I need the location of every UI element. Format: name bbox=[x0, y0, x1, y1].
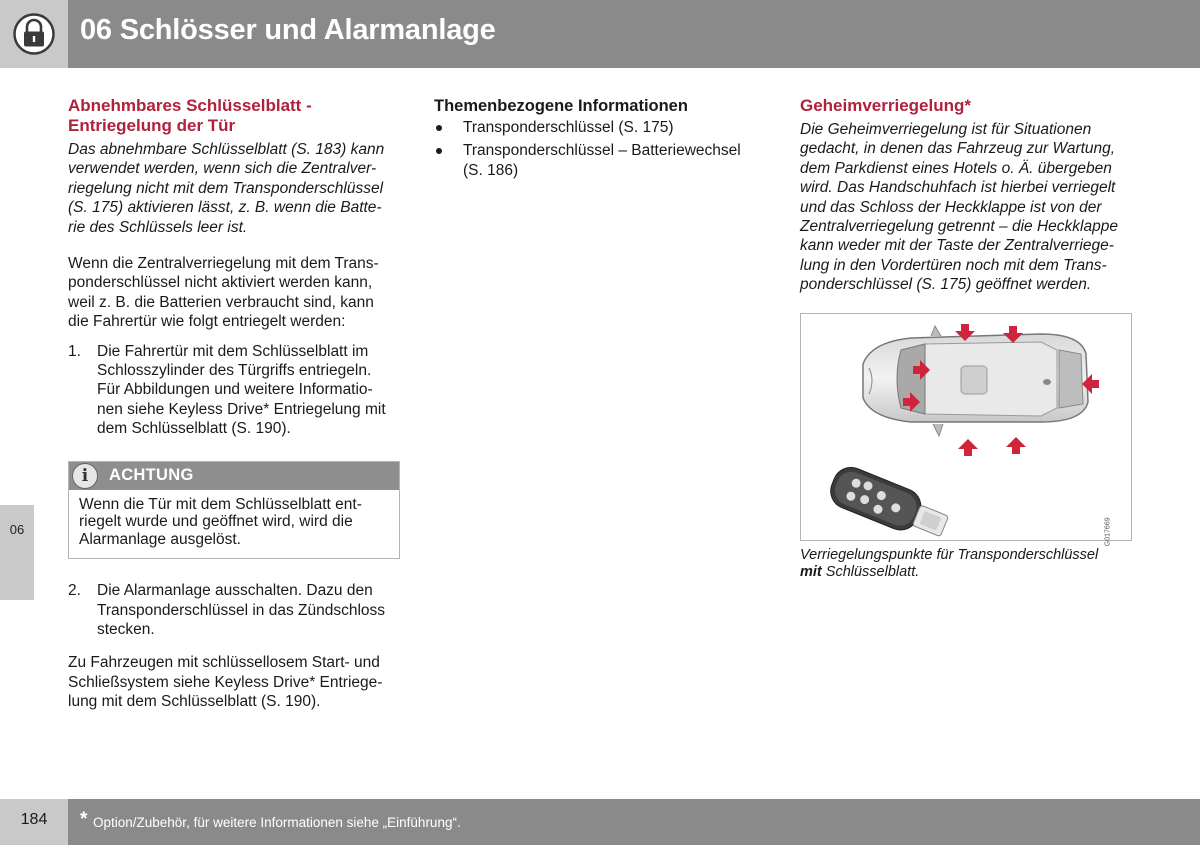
text-line: Die Fahrertür mit dem Schlüsselblatt im bbox=[97, 342, 369, 360]
text-line: Alarmanlage ausgelöst. bbox=[79, 530, 241, 548]
section-heading-secret-lock: Geheimverriegelung* bbox=[800, 96, 972, 115]
key-fob-image bbox=[825, 462, 952, 542]
warning-box bbox=[68, 461, 400, 560]
text-line: Wenn die Zentralverriegelung mit dem Trans- bbox=[68, 255, 379, 273]
step-number: 2. bbox=[68, 582, 81, 600]
caption-text: Verriegelungspunkte für Transponderschlüssel bbox=[800, 546, 1099, 563]
figure-caption bbox=[800, 547, 1134, 581]
lock-icon bbox=[13, 13, 55, 55]
text-line: Zu Fahrzeugen mit schlüssellosem Start- und bbox=[68, 654, 380, 672]
figure-code: G017669 bbox=[1104, 517, 1112, 547]
text-line: und das Schloss der Heckklappe ist von der bbox=[800, 198, 1102, 216]
text-line: dem Schlüsselblatt (S. 190). bbox=[97, 420, 291, 438]
related-info-heading: Themenbezogene Informationen bbox=[434, 97, 688, 115]
warning-title: ACHTUNG bbox=[109, 465, 194, 484]
text-line: wird. Das Handschuhfach ist hierbei verriegelt bbox=[800, 179, 1116, 197]
footnote-text: Option/Zubehör, für weitere Informationen siehe „Einführung“. bbox=[93, 815, 461, 830]
text-line: riegelt wurde und geöffnet wird, wird die bbox=[79, 513, 353, 531]
lock-points-figure bbox=[800, 313, 1132, 547]
page-number: 184 bbox=[20, 811, 48, 828]
text-line: verwendet werden, wenn sich die Zentralver- bbox=[68, 160, 377, 178]
car-and-key-illustration bbox=[801, 314, 1133, 542]
list-item[interactable] bbox=[434, 141, 768, 180]
text-line: Wenn die Tür mit dem Schlüsselblatt ent- bbox=[79, 495, 362, 513]
text-line: Schlosszylinder des Türgriffs entriegeln. bbox=[97, 362, 372, 380]
text-line: kann weder mit der Taste der Zentralverriege- bbox=[800, 237, 1114, 255]
heading-line: Entriegelung der Tür bbox=[68, 116, 236, 135]
info-icon: i bbox=[72, 463, 98, 489]
warning-text bbox=[69, 490, 399, 559]
body-paragraph bbox=[68, 653, 402, 711]
steps-list bbox=[68, 581, 402, 639]
chapter-tab-label: 06 bbox=[9, 522, 25, 537]
text-line: rie des Schlüssels leer ist. bbox=[68, 218, 248, 236]
text-line: weil z. B. die Batterien verbraucht sind, kann bbox=[68, 293, 374, 311]
link-text[interactable]: Transponderschlüssel (S. 175) bbox=[463, 119, 674, 136]
link-text[interactable]: (S. 186) bbox=[463, 161, 519, 179]
text-line: die Fahrertür wie folgt entriegelt werden: bbox=[68, 313, 346, 331]
step-item bbox=[68, 581, 402, 639]
text-line: dem Parkdienst eines Hotels o. Ä. übergeben bbox=[800, 159, 1112, 177]
text-line: Die Alarmanlage ausschalten. Dazu den bbox=[97, 582, 373, 600]
step-item bbox=[68, 342, 402, 439]
column-left bbox=[68, 96, 402, 722]
body-paragraph bbox=[68, 254, 402, 332]
arrow-up-icon bbox=[958, 439, 978, 456]
text-line: ponderschlüssel nicht aktiviert werden kann, bbox=[68, 274, 373, 292]
warning-header bbox=[69, 462, 399, 490]
bullet-icon bbox=[436, 148, 442, 154]
text-line: lung in den Vordertüren noch mit dem Trans- bbox=[800, 256, 1107, 274]
text-line: riegelung nicht mit dem Transponderschlüssel bbox=[68, 179, 384, 197]
step-number: 1. bbox=[68, 342, 81, 360]
column-middle bbox=[434, 96, 768, 184]
text-line: lung mit dem Schlüsselblatt (S. 190). bbox=[68, 693, 321, 711]
chapter-icon-box bbox=[0, 0, 68, 68]
text-line: stecken. bbox=[97, 621, 155, 638]
footnote-star: * bbox=[80, 809, 88, 830]
caption-bold: mit bbox=[800, 563, 822, 580]
page-title: 06 Schlösser und Alarmanlage bbox=[80, 14, 496, 46]
chapter-tab[interactable] bbox=[0, 505, 34, 600]
text-line: Schließsystem siehe Keyless Drive* Entriege- bbox=[68, 673, 383, 691]
column-right bbox=[800, 96, 1134, 581]
text-line: nen siehe Keyless Drive* Entriegelung mit bbox=[97, 400, 386, 418]
heading-line: Abnehmbares Schlüsselblatt - bbox=[68, 96, 312, 115]
caption-text: Schlüsselblatt. bbox=[821, 563, 920, 580]
text-line: Transponderschlüssel in das Zündschloss bbox=[97, 601, 386, 619]
text-line: Zentralverriegelung getrennt – die Heckklappe bbox=[800, 218, 1118, 236]
text-line: Das abnehmbare Schlüsselblatt (S. 183) kann bbox=[68, 141, 385, 158]
intro-paragraph bbox=[68, 140, 402, 237]
bullet-icon bbox=[436, 125, 442, 131]
intro-paragraph bbox=[800, 120, 1134, 295]
text-line: gedacht, in denen das Fahrzeug zur Wartung, bbox=[800, 140, 1116, 158]
page-footer bbox=[0, 799, 1200, 845]
text-line: (S. 175) aktivieren lässt, z. B. wenn die Batte- bbox=[68, 199, 382, 217]
text-line: Für Abbildungen und weitere Informatio- bbox=[97, 381, 373, 399]
steps-list bbox=[68, 342, 402, 439]
link-text[interactable]: Transponderschlüssel – Batteriewechsel bbox=[463, 142, 741, 160]
car-top-view bbox=[863, 326, 1088, 436]
list-item[interactable] bbox=[434, 118, 768, 137]
related-links-list bbox=[434, 118, 768, 180]
page-header bbox=[0, 0, 1200, 68]
page-number-box bbox=[0, 799, 68, 845]
text-line: Die Geheimverriegelung ist für Situationen bbox=[800, 121, 1092, 138]
text-line: ponderschlüssel (S. 175) geöffnet werden. bbox=[800, 276, 1092, 294]
arrow-up-icon bbox=[1006, 437, 1026, 454]
section-heading-key-blade bbox=[68, 96, 402, 136]
